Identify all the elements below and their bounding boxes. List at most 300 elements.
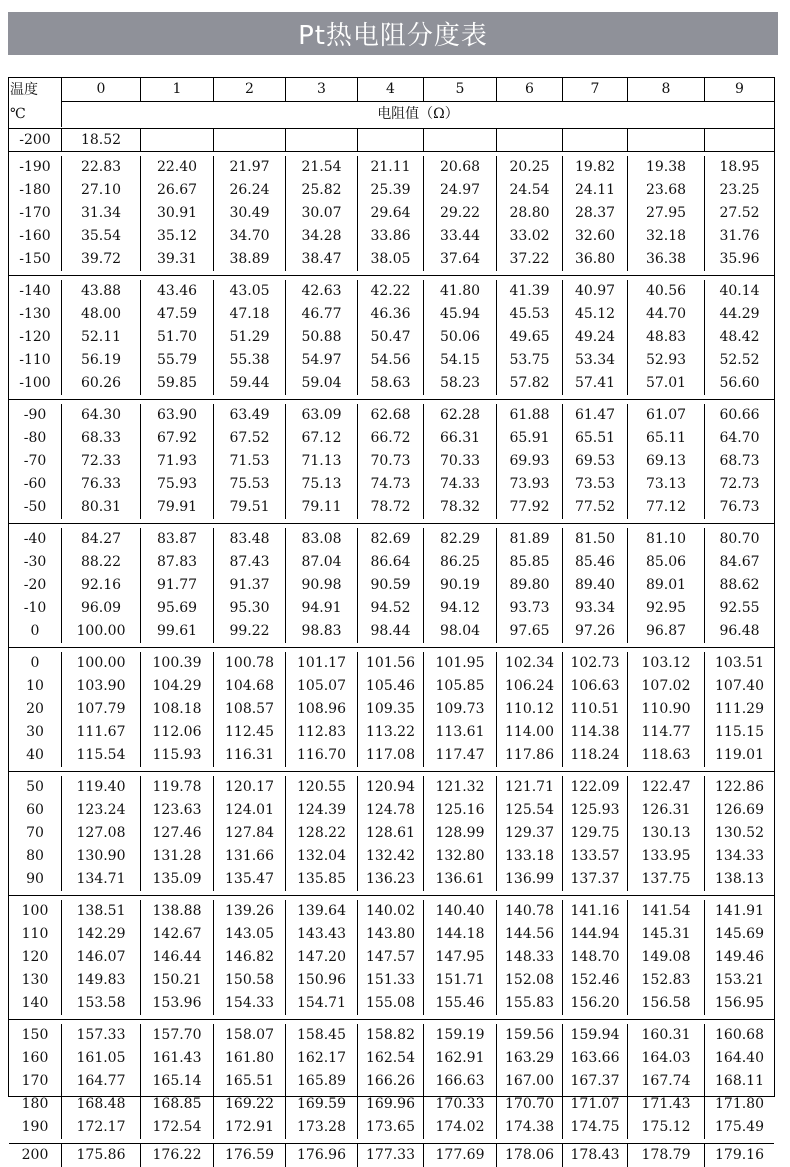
value-column: [286, 1024, 358, 1139]
value-cell: 87.43: [229, 554, 270, 570]
value-cell: 123.63: [152, 802, 202, 818]
temperature-cell: -10: [23, 600, 47, 616]
value-cell: 90.59: [370, 577, 411, 593]
value-cell: 23.68: [645, 182, 687, 198]
value-cell: 113.61: [435, 724, 485, 740]
value-cell: 53.34: [574, 352, 616, 368]
value-cell: 57.41: [574, 375, 616, 391]
value-cell: 106.63: [570, 678, 620, 694]
value-cell: 75.93: [156, 476, 198, 492]
value-cell: 85.46: [574, 554, 616, 570]
value-cell: 141.16: [570, 903, 620, 919]
value-cell: 22.83: [80, 159, 122, 175]
value-cell: 129.37: [505, 825, 554, 841]
value-column: [705, 1144, 774, 1167]
value-column: [358, 900, 424, 1015]
value-column: [141, 404, 214, 519]
value-cell: 165.14: [152, 1073, 202, 1089]
value-cell: 156.95: [715, 995, 764, 1011]
value-column: [628, 404, 705, 519]
value-cell: 67.92: [156, 430, 198, 446]
value-column: [141, 776, 214, 891]
value-cell: 95.30: [229, 600, 270, 616]
value-column: [563, 280, 628, 395]
value-cell: 131.28: [152, 848, 202, 864]
value-column: [286, 900, 358, 1015]
value-cell: 102.34: [505, 655, 554, 671]
value-cell: 57.82: [509, 375, 550, 391]
value-cell: 167.74: [641, 1073, 691, 1089]
value-cell: 71.93: [156, 453, 198, 469]
value-cell: 101.95: [435, 655, 485, 671]
value-column: [563, 652, 628, 767]
value-cell: 57.01: [645, 375, 687, 391]
value-cell: 47.59: [156, 306, 198, 322]
value-cell: 147.57: [366, 949, 415, 965]
value-cell: 127.46: [152, 825, 202, 841]
value-cell: 117.47: [435, 747, 485, 763]
value-cell: 101.56: [366, 655, 415, 671]
value-cell: 115.54: [76, 747, 126, 763]
value-cell: 92.95: [645, 600, 687, 616]
value-cell: 127.84: [225, 825, 274, 841]
value-cell: 146.07: [76, 949, 126, 965]
value-cell: 47.18: [229, 306, 270, 322]
value-cell: 134.71: [76, 871, 126, 887]
value-cell: 172.54: [152, 1119, 202, 1135]
value-cell: 56.19: [80, 352, 122, 368]
value-column: [358, 652, 424, 767]
value-cell: 63.09: [301, 407, 342, 423]
value-cell: 116.31: [225, 747, 274, 763]
value-cell: 139.26: [225, 903, 274, 919]
value-cell: 33.02: [509, 228, 550, 244]
value-cell: 71.53: [229, 453, 270, 469]
value-cell: 121.71: [505, 779, 554, 795]
value-cell: 75.53: [229, 476, 270, 492]
value-cell: 125.54: [505, 802, 554, 818]
value-cell: 132.42: [366, 848, 415, 864]
value-column: [62, 1024, 141, 1139]
value-cell: 66.31: [439, 430, 481, 446]
value-cell: [214, 129, 286, 151]
value-cell: 28.80: [509, 205, 550, 221]
value-cell: 136.61: [435, 871, 485, 887]
value-cell: 104.68: [225, 678, 274, 694]
value-cell: 78.72: [370, 499, 411, 515]
value-cell: 52.11: [80, 329, 122, 345]
value-cell: 136.99: [505, 871, 554, 887]
temperature-cell: -110: [19, 352, 51, 368]
value-cell: 153.21: [715, 972, 764, 988]
value-column: [214, 1144, 286, 1167]
temperature-column: [9, 404, 62, 519]
value-cell: 174.75: [570, 1119, 620, 1135]
value-column: [705, 900, 774, 1015]
value-cell: 162.91: [435, 1050, 485, 1066]
value-cell: 21.11: [370, 159, 411, 175]
value-cell: 103.51: [715, 655, 764, 671]
value-cell: 138.13: [715, 871, 764, 887]
value-column: [628, 528, 705, 643]
value-cell: 75.13: [301, 476, 342, 492]
value-cell: 112.45: [225, 724, 274, 740]
value-cell: [628, 129, 705, 151]
value-column: [497, 404, 563, 519]
value-column: [358, 156, 424, 271]
row-group: [9, 772, 774, 896]
value-cell: 86.64: [370, 554, 411, 570]
value-cell: 173.28: [297, 1119, 346, 1135]
value-cell: 124.01: [225, 802, 274, 818]
value-cell: 139.64: [297, 903, 346, 919]
value-cell: 79.91: [156, 499, 198, 515]
value-cell: 79.11: [301, 499, 342, 515]
value-cell: 130.90: [76, 848, 126, 864]
digit-header-2: 2: [214, 78, 286, 101]
value-cell: 96.48: [719, 623, 760, 639]
value-cell: 59.44: [229, 375, 270, 391]
value-cell: 160.68: [715, 1027, 764, 1043]
temperature-unit: ℃: [10, 106, 26, 122]
value-column: [563, 528, 628, 643]
value-cell: 93.34: [574, 600, 616, 616]
value-cell: 110.12: [505, 701, 554, 717]
temperature-cell: 70: [26, 825, 44, 841]
value-cell: 159.56: [505, 1027, 554, 1043]
value-column: [286, 280, 358, 395]
value-column: [141, 1024, 214, 1139]
value-cell: 54.56: [370, 352, 411, 368]
value-cell: 155.08: [366, 995, 415, 1011]
value-column: [214, 900, 286, 1015]
value-cell: 131.66: [225, 848, 274, 864]
value-cell: 58.23: [439, 375, 481, 391]
value-cell: 153.58: [76, 995, 126, 1011]
value-cell: 18.95: [719, 159, 760, 175]
value-cell: 100.78: [225, 655, 274, 671]
value-cell: 177.33: [366, 1147, 415, 1163]
value-cell: 120.94: [366, 779, 415, 795]
value-cell: 102.73: [570, 655, 620, 671]
value-cell: 115.15: [715, 724, 764, 740]
temperature-cell: 110: [21, 926, 49, 942]
value-cell: 107.02: [641, 678, 691, 694]
value-cell: 30.49: [229, 205, 270, 221]
value-cell: 91.77: [156, 577, 198, 593]
value-column: [286, 404, 358, 519]
temperature-cell: 20: [26, 701, 44, 717]
value-cell: 150.21: [152, 972, 202, 988]
temperature-cell: -30: [23, 554, 47, 570]
value-cell: 63.49: [229, 407, 270, 423]
value-column: [62, 900, 141, 1015]
value-column: [214, 652, 286, 767]
value-cell: 97.26: [574, 623, 616, 639]
value-cell: 18.52: [62, 129, 141, 151]
value-column: [141, 280, 214, 395]
value-cell: 35.12: [156, 228, 198, 244]
value-cell: 29.64: [370, 205, 411, 221]
value-column: [286, 652, 358, 767]
value-cell: 107.40: [715, 678, 764, 694]
temperature-cell: 130: [21, 972, 49, 988]
row-group: [9, 152, 774, 276]
value-cell: 73.53: [574, 476, 616, 492]
value-cell: 56.60: [719, 375, 760, 391]
value-cell: 59.85: [156, 375, 198, 391]
value-cell: 98.83: [301, 623, 342, 639]
value-cell: 172.91: [225, 1119, 274, 1135]
value-cell: 46.77: [301, 306, 342, 322]
value-cell: 112.06: [152, 724, 202, 740]
value-cell: 27.10: [80, 182, 122, 198]
value-column: [497, 776, 563, 891]
value-cell: 88.62: [719, 577, 760, 593]
value-cell: 122.86: [715, 779, 764, 795]
value-cell: 33.44: [439, 228, 481, 244]
value-cell: 167.37: [570, 1073, 620, 1089]
table-header: [9, 78, 774, 129]
value-cell: 140.78: [505, 903, 554, 919]
value-cell: 157.70: [152, 1027, 202, 1043]
value-cell: 94.91: [301, 600, 342, 616]
digit-header-6: 6: [497, 78, 563, 101]
row-group: [9, 1144, 774, 1167]
value-cell: 151.71: [435, 972, 485, 988]
value-cell: 135.09: [152, 871, 202, 887]
value-cell: 61.47: [574, 407, 616, 423]
value-cell: 80.31: [80, 499, 122, 515]
value-cell: 98.04: [439, 623, 481, 639]
temperature-cell: 30: [26, 724, 44, 740]
value-cell: 88.22: [80, 554, 122, 570]
value-cell: 55.38: [229, 352, 270, 368]
value-cell: 95.69: [156, 600, 198, 616]
value-cell: 73.13: [645, 476, 687, 492]
value-cell: 98.44: [370, 623, 411, 639]
value-cell: 52.93: [645, 352, 687, 368]
value-cell: 76.73: [719, 499, 760, 515]
value-column: [424, 404, 497, 519]
value-cell: 48.00: [80, 306, 122, 322]
value-column: [424, 280, 497, 395]
value-cell: 76.33: [80, 476, 122, 492]
value-cell: 35.96: [719, 251, 760, 267]
value-cell: 117.08: [366, 747, 415, 763]
value-cell: 113.22: [366, 724, 415, 740]
value-column: [286, 776, 358, 891]
value-cell: 35.54: [80, 228, 122, 244]
value-column: [62, 280, 141, 395]
value-cell: 83.08: [301, 531, 342, 547]
temperature-cell: -40: [23, 531, 47, 547]
value-cell: 143.05: [225, 926, 274, 942]
value-cell: 150.96: [297, 972, 346, 988]
resistance-table: [8, 77, 775, 1163]
value-column: [424, 1024, 497, 1139]
value-cell: 118.24: [570, 747, 620, 763]
value-cell: 177.69: [435, 1147, 485, 1163]
value-cell: 156.58: [641, 995, 691, 1011]
value-cell: 108.57: [225, 701, 274, 717]
value-cell: 87.04: [301, 554, 342, 570]
value-cell: 156.20: [570, 995, 620, 1011]
value-cell: 89.80: [509, 577, 550, 593]
value-cell: 155.83: [505, 995, 554, 1011]
value-cell: 28.37: [574, 205, 616, 221]
value-cell: 120.55: [297, 779, 346, 795]
value-cell: 74.73: [370, 476, 411, 492]
value-cell: 85.85: [509, 554, 550, 570]
value-cell: 53.75: [509, 352, 550, 368]
value-cell: 152.46: [570, 972, 620, 988]
value-cell: 19.38: [645, 159, 687, 175]
temperature-cell: 0: [30, 623, 40, 639]
value-cell: 122.47: [641, 779, 691, 795]
row-group: [9, 276, 774, 400]
value-cell: 167.00: [505, 1073, 554, 1089]
temperature-cell: -150: [19, 251, 51, 267]
value-cell: 145.31: [641, 926, 691, 942]
value-cell: 90.98: [301, 577, 342, 593]
value-cell: 158.82: [366, 1027, 415, 1043]
temperature-cell: -200: [9, 129, 62, 151]
value-cell: 122.09: [570, 779, 620, 795]
value-cell: 162.54: [366, 1050, 415, 1066]
value-column: [705, 404, 774, 519]
value-cell: 169.22: [225, 1096, 274, 1112]
value-cell: 142.29: [76, 926, 126, 942]
value-column: [358, 1024, 424, 1139]
value-cell: 136.23: [366, 871, 415, 887]
value-cell: 107.79: [76, 701, 126, 717]
value-column: [705, 652, 774, 767]
value-cell: [424, 129, 497, 151]
value-cell: 158.45: [297, 1027, 346, 1043]
temperature-cell: 80: [26, 848, 44, 864]
value-cell: 137.37: [570, 871, 620, 887]
value-cell: 154.71: [297, 995, 346, 1011]
value-cell: 24.97: [439, 182, 481, 198]
row-group: [9, 896, 774, 1020]
value-cell: 34.28: [301, 228, 342, 244]
value-cell: 48.42: [719, 329, 760, 345]
value-cell: 158.07: [225, 1027, 274, 1043]
value-cell: 172.17: [76, 1119, 126, 1135]
digit-header-3: 3: [286, 78, 358, 101]
value-column: [62, 1144, 141, 1167]
value-cell: 154.33: [225, 995, 274, 1011]
value-cell: 61.07: [645, 407, 687, 423]
temperature-cell: -80: [23, 430, 47, 446]
value-cell: 170.33: [435, 1096, 485, 1112]
value-cell: 108.96: [297, 701, 346, 717]
value-cell: 67.52: [229, 430, 270, 446]
value-cell: 42.22: [370, 283, 411, 299]
table-body: [9, 152, 774, 1167]
value-cell: 60.26: [80, 375, 122, 391]
value-cell: 100.39: [152, 655, 202, 671]
value-column: [628, 900, 705, 1015]
value-cell: 114.38: [570, 724, 620, 740]
value-cell: 137.75: [641, 871, 691, 887]
value-column: [497, 652, 563, 767]
value-column: [705, 776, 774, 891]
value-cell: 97.65: [509, 623, 550, 639]
value-cell: [358, 129, 424, 151]
value-cell: 155.46: [435, 995, 485, 1011]
digit-header-7: 7: [563, 78, 628, 101]
value-cell: 50.47: [370, 329, 411, 345]
value-column: [563, 900, 628, 1015]
resistance-unit-label: 电阻值（Ω）: [377, 106, 459, 122]
value-cell: 37.22: [509, 251, 550, 267]
value-cell: 43.46: [156, 283, 198, 299]
value-cell: [563, 129, 628, 151]
value-column: [424, 1144, 497, 1167]
value-cell: 125.93: [570, 802, 620, 818]
value-cell: 44.29: [719, 306, 760, 322]
value-cell: 45.12: [574, 306, 616, 322]
row-group: [9, 400, 774, 524]
value-cell: 159.19: [435, 1027, 485, 1043]
value-cell: 103.90: [76, 678, 126, 694]
value-cell: 100.00: [76, 623, 126, 639]
value-cell: 77.92: [509, 499, 550, 515]
value-column: [62, 404, 141, 519]
value-cell: 78.32: [439, 499, 481, 515]
value-cell: 109.73: [435, 701, 485, 717]
temperature-cell: 120: [21, 949, 49, 965]
value-cell: 111.67: [76, 724, 126, 740]
value-column: [424, 900, 497, 1015]
temperature-cell: -130: [19, 306, 51, 322]
value-cell: 117.86: [505, 747, 554, 763]
value-cell: 25.82: [301, 182, 342, 198]
value-cell: 146.44: [152, 949, 202, 965]
digit-header-5: 5: [424, 78, 497, 101]
value-cell: 150.58: [225, 972, 274, 988]
value-cell: 67.12: [301, 430, 342, 446]
value-cell: 114.00: [505, 724, 554, 740]
value-cell: 104.29: [152, 678, 202, 694]
value-column: [286, 1144, 358, 1167]
value-cell: 161.43: [152, 1050, 202, 1066]
temperature-cell: 50: [26, 779, 44, 795]
value-cell: 82.69: [370, 531, 411, 547]
value-cell: 91.37: [229, 577, 270, 593]
value-cell: 140.40: [435, 903, 485, 919]
value-cell: 60.66: [719, 407, 760, 423]
value-cell: 165.51: [225, 1073, 274, 1089]
value-cell: 43.88: [80, 283, 122, 299]
value-cell: 80.70: [719, 531, 760, 547]
value-cell: 144.94: [570, 926, 620, 942]
value-cell: 36.38: [645, 251, 687, 267]
value-cell: 133.57: [570, 848, 620, 864]
value-cell: 175.12: [641, 1119, 691, 1135]
value-cell: 114.77: [641, 724, 691, 740]
value-cell: 164.77: [76, 1073, 126, 1089]
value-column: [497, 1024, 563, 1139]
value-cell: 112.83: [297, 724, 346, 740]
value-cell: 26.24: [229, 182, 270, 198]
value-column: [628, 280, 705, 395]
value-cell: 40.56: [645, 283, 687, 299]
value-column: [705, 1024, 774, 1139]
value-column: [628, 1144, 705, 1167]
